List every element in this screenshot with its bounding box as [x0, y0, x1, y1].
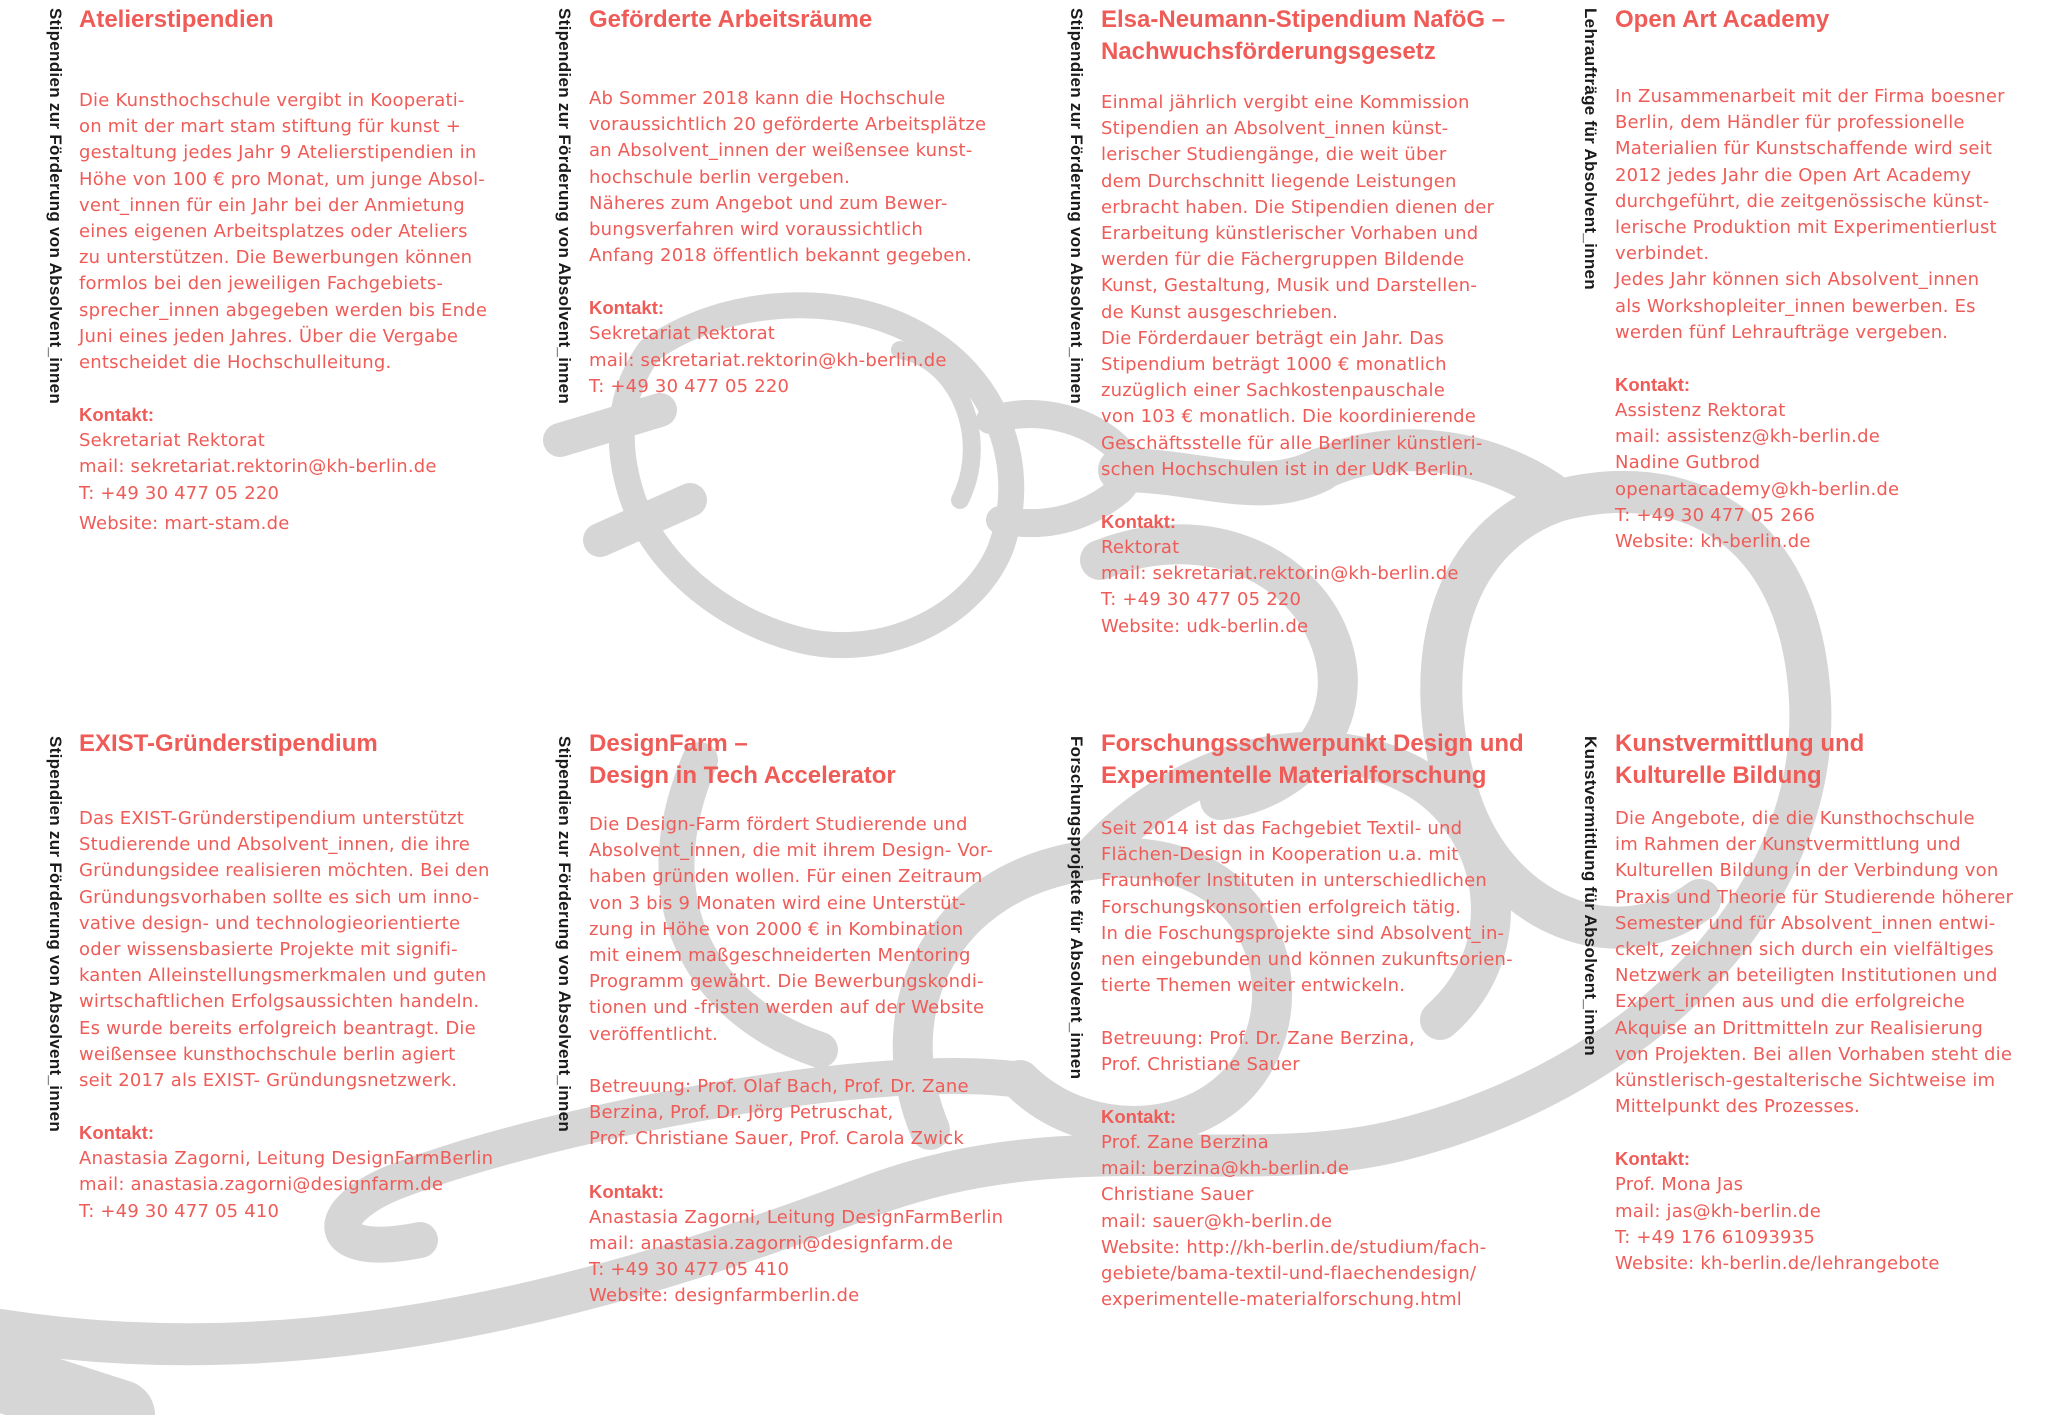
side-label: Stipendien zur Förderung von Absolvent_innen: [555, 736, 574, 1133]
contact-line: Anastasia Zagorni, Leitung DesignFarmBerlin: [79, 1148, 494, 1170]
panel-body: Einmal jährlich vergibt eine Kommission Stipendien an Absolvent_innen künst- lerischer Studiengänge, die weit über dem Durchschnitt liegende Leistungen erbracht haben. Die Stipendien dienen der Erarbeitung künstlerischer Vorhaben und werden für die Fächergruppen Bildende Kunst, Gestaltung, Musik und Darstellen- de Kunst ausgeschrieben. Die Förderdauer beträgt ein Jahr. Das Stipendium beträgt 1000 € monatlich zuzüglich einer Sachkostenpauschale von 103 € monatlich. Die koordinierende Geschäftsstelle für alle Berliner künstleri- schen Hochschulen ist in der UdK Berlin.: [1101, 92, 1495, 480]
contact-name: Christiane Sauer: [1101, 1184, 1254, 1206]
contact-email[interactable]: mail: jas@kh-berlin.de: [1615, 1200, 1822, 1222]
side-label: Lehraufträge für Absolvent_innen: [1581, 8, 1600, 290]
contact-website-cont[interactable]: gebiete/bama-textil-und-flaechendesign/: [1101, 1263, 1477, 1285]
side-label: Kunstvermittlung für Absolvent_innen: [1581, 736, 1600, 1056]
contact-phone: T: +49 30 477 05 266: [1615, 504, 1816, 526]
contact-website[interactable]: Website: udk-berlin.de: [1101, 615, 1309, 637]
contact-website-cont[interactable]: experimentelle-materialforschung.html: [1101, 1289, 1462, 1311]
panel-title: Geförderte Arbeitsräume: [589, 6, 873, 33]
side-label: Stipendien zur Förderung von Absolvent_innen: [1067, 8, 1086, 405]
panel-body: Die Kunsthochschule vergibt in Kooperati- on mit der mart stam stiftung für kunst + gestaltung jedes Jahr 9 Atelierstipendien in Höhe von 100 € pro Monat, um junge Absol- vent_innen für ein Jahr bei der Anmietung eines eigenen Arbeitsplatzes oder Ateliers zu unterstützen. Die Bewerbungen können formlos bei den jeweiligen Fachgebiets- sprecher_innen abgegeben werden bis Ende Juni eines jeden Jahres. Über die Vergabe entscheidet die Hochschulleitung.: [79, 90, 488, 374]
contact-email[interactable]: mail: sekretariat.rektorin@kh-berlin.de: [589, 349, 947, 371]
panel-body: In Zusammenarbeit mit der Firma boesner Berlin, dem Händler für professionelle Materialien für Kunstschaffende wird seit 2012 jedes Jahr die Open Art Academy durchgeführt, die zeitgenössische künst- lerische Produktion mit Experimentierlust verbindet. Jedes Jahr können sich Absolvent_innen als Workshopleiter_innen bewerben. Es werden fünf Lehraufträge vergeben.: [1615, 86, 2005, 343]
contact-website[interactable]: Website: kh-berlin.de/lehrangebote: [1615, 1253, 1940, 1275]
contact-phone: T: +49 30 477 05 410: [589, 1259, 790, 1281]
contact-email[interactable]: mail: berzina@kh-berlin.de: [1101, 1158, 1350, 1180]
panel-body: Seit 2014 ist das Fachgebiet Textil- und Flächen-Design in Kooperation u.a. mit Fraunhofer Instituten in unterschiedlichen Forschungskonsortien erfolgreich tätig. In die Foschungsprojekte sind Absolvent_in- nen eingebunden und können zukunftsorien- tierte Themen weiter entwickeln. Betreuung: Prof. Dr. Zane Berzina, Prof. Christiane Sauer: [1101, 818, 1513, 1075]
panel-title: Kunstvermittlung und Kulturelle Bildung: [1615, 730, 1865, 789]
panel-title: EXIST-Gründerstipendium: [79, 730, 378, 757]
contact-phone: T: +49 176 61093935: [1615, 1226, 1816, 1248]
contact-website[interactable]: Website: http://kh-berlin.de/studium/fach-: [1101, 1236, 1487, 1258]
contact-label: Kontakt:: [589, 297, 665, 319]
contact-phone: T: +49 30 477 05 220: [589, 375, 790, 397]
panel-title: Open Art Academy: [1615, 6, 1830, 33]
contact-website[interactable]: Website: mart-stam.de: [79, 512, 290, 534]
side-label: Stipendien zur Förderung von Absolvent_innen: [46, 8, 65, 405]
contact-email[interactable]: mail: anastasia.zagorni@designfarm.de: [589, 1232, 954, 1254]
contact-email[interactable]: openartacademy@kh-berlin.de: [1615, 478, 1900, 500]
contact-line: Prof. Zane Berzina: [1101, 1132, 1269, 1154]
contact-email[interactable]: mail: assistenz@kh-berlin.de: [1615, 426, 1880, 448]
contact-email[interactable]: mail: sekretariat.rektorin@kh-berlin.de: [1101, 563, 1459, 585]
contact-email[interactable]: mail: sauer@kh-berlin.de: [1101, 1210, 1333, 1232]
panel-title: DesignFarm – Design in Tech Accelerator: [589, 730, 896, 789]
side-label: Forschungsprojekte für Absolvent_innen: [1067, 736, 1086, 1080]
panel-body: Ab Sommer 2018 kann die Hochschule voraussichtlich 20 geförderte Arbeitsplätze an Absolvent_innen der weißensee kunst- hochschule berlin vergeben. Näheres zum Angebot und zum Bewer- bungsverfahren wird voraussichtlich Anfang 2018 öffentlich bekannt gegeben.: [589, 88, 987, 267]
side-label: Stipendien zur Förderung von Absolvent_innen: [555, 8, 574, 405]
panel-body: Die Angebote, die die Kunsthochschule im Rahmen der Kunstvermittlung und Kulturellen Bildung in der Verbindung von Praxis und Theorie für Studierende höherer Semester und für Absolvent_innen entwi- ckelt, zeichnen sich durch ein vielfältiges Netzwerk an beteiligten Institutionen und Expert_innen aus und die erfolgreiche Akquise an Drittmitteln zur Realisierung von Projekten. Bei allen Vorhaben steht die künstlerisch-gestalterische Sichtweise im Mittelpunkt des Prozesses.: [1615, 808, 2014, 1118]
side-label: Stipendien zur Förderung von Absolvent_innen: [46, 736, 65, 1133]
contact-label: Kontakt:: [1101, 1106, 1177, 1128]
contact-line: Assistenz Rektorat: [1615, 400, 1786, 422]
contact-line: Sekretariat Rektorat: [79, 430, 266, 452]
contact-label: Kontakt:: [589, 1180, 665, 1202]
contact-label: Kontakt:: [1615, 374, 1691, 396]
contact-website[interactable]: Website: designfarmberlin.de: [589, 1285, 860, 1307]
panel-title: Atelierstipendien: [79, 6, 274, 33]
contact-label: Kontakt:: [79, 1122, 155, 1144]
contact-phone: T: +49 30 477 05 220: [1101, 589, 1302, 611]
panel-title: Elsa-Neumann-Stipendium NaföG – Nachwuchsförderungsgesetz: [1101, 6, 1506, 65]
contact-email[interactable]: mail: anastasia.zagorni@designfarm.de: [79, 1174, 444, 1196]
contact-label: Kontakt:: [1615, 1148, 1691, 1170]
contact-phone: T: +49 30 477 05 220: [79, 482, 280, 504]
contact-phone: T: +49 30 477 05 410: [79, 1200, 280, 1222]
contact-line: Anastasia Zagorni, Leitung DesignFarmBerlin: [589, 1206, 1004, 1228]
panel-body: Die Design-Farm fördert Studierende und Absolvent_innen, die mit ihrem Design- Vor- haben gründen wollen. Für einen Zeitraum von 3 bis 9 Monaten wird eine Unterstüt- zung in Höhe von 2000 € in Kombination mit einem maßgeschneiderten Mentoring Programm gewährt. Die Bewerbungskondi- tionen und -fristen werden auf der Website veröffentlicht. Betreuung: Prof. Olaf Bach, Prof. Dr. Zane Berzina, Prof. Dr. Jörg Petruschat, Prof. Christiane Sauer, Prof. Carola Zwick: [589, 814, 993, 1150]
contact-email[interactable]: mail: sekretariat.rektorin@kh-berlin.de: [79, 456, 437, 478]
contact-line: Rektorat: [1101, 537, 1180, 559]
contact-label: Kontakt:: [1101, 511, 1177, 533]
contact-line: Sekretariat Rektorat: [589, 323, 776, 345]
panel-body: Das EXIST-Gründerstipendium unterstützt Studierende und Absolvent_innen, die ihre Gründungsidee realisieren möchten. Bei den Gründungsvorhaben sollte es sich um inno- vative design- und technologieorientierte oder wissensbasierte Projekte mit signifi- kanten Alleinstellungsmerkmalen und guten wirtschaftlichen Erfolgsaussichten handeln. Es wurde bereits erfolgreich beantragt. Die weißensee kunsthochschule berlin agiert seit 2017 als EXIST- Gründungsnetzwerk.: [79, 808, 490, 1092]
contact-line: Prof. Mona Jas: [1615, 1174, 1744, 1196]
contact-label: Kontakt:: [79, 404, 155, 426]
panel-title: Forschungsschwerpunkt Design und Experimentelle Materialforschung: [1101, 730, 1524, 789]
contact-website[interactable]: Website: kh-berlin.de: [1615, 531, 1811, 553]
contact-name: Nadine Gutbrod: [1615, 452, 1761, 474]
